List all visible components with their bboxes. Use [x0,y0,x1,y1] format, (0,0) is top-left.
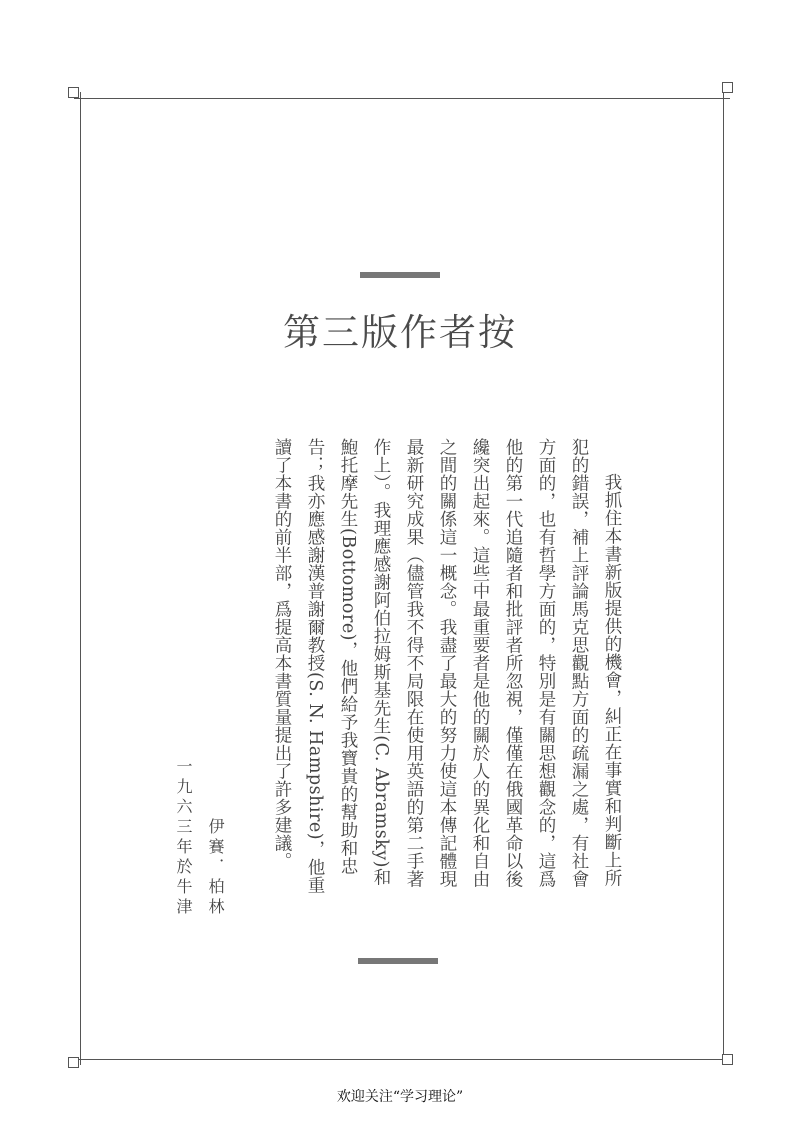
page-title: 第三版作者按 [283,311,517,354]
frame-right-line [723,92,724,1065]
signature-date-place: 一九六三年於牛津 [174,758,193,918]
corner-mark-bottom-left [68,1057,79,1068]
title-ornament-bar [360,272,440,278]
signature-author: 伊賽．柏林 [206,818,225,918]
corner-mark-top-right [722,82,733,93]
bottom-ornament-bar [358,958,438,964]
frame-top-line [74,98,730,99]
body-paragraph: 我抓住本書新版提供的機會，糾正在事實和判斷上所犯的錯誤，補上評論馬克思觀點方面的疏漏之處，有社會方面的，也有哲學方面的，特別是有關思想觀念的，這爲他的第一代追隨者和批評者所忽視，僅僅在俄國革命以後纔突出起來。這些中最重要者是他的關於人的異化和自由之間的關係這一概念。我盡了最大的努力使這本傳記體現最新研究成果（儘管我不得不局限在使用英語的第二手著作上）。我理應感謝阿伯拉姆斯基先生(C. Abramsky)和鮑托摩先生(Bottomore)，他們給予我寶貴的幫助和忠告；我亦應感謝漢普謝爾教授(S. N. Hampshire)，他重讀了本書的前半部，爲提高本書質量提出了許多建議。 [272,438,622,895]
footer-caption: 欢迎关注“学习理论” [336,1089,464,1105]
frame-bottom-line [74,1059,730,1060]
corner-mark-top-left [68,87,79,98]
corner-mark-bottom-right [722,1054,733,1065]
body-text [265,438,628,898]
frame-left-line [80,92,81,1065]
